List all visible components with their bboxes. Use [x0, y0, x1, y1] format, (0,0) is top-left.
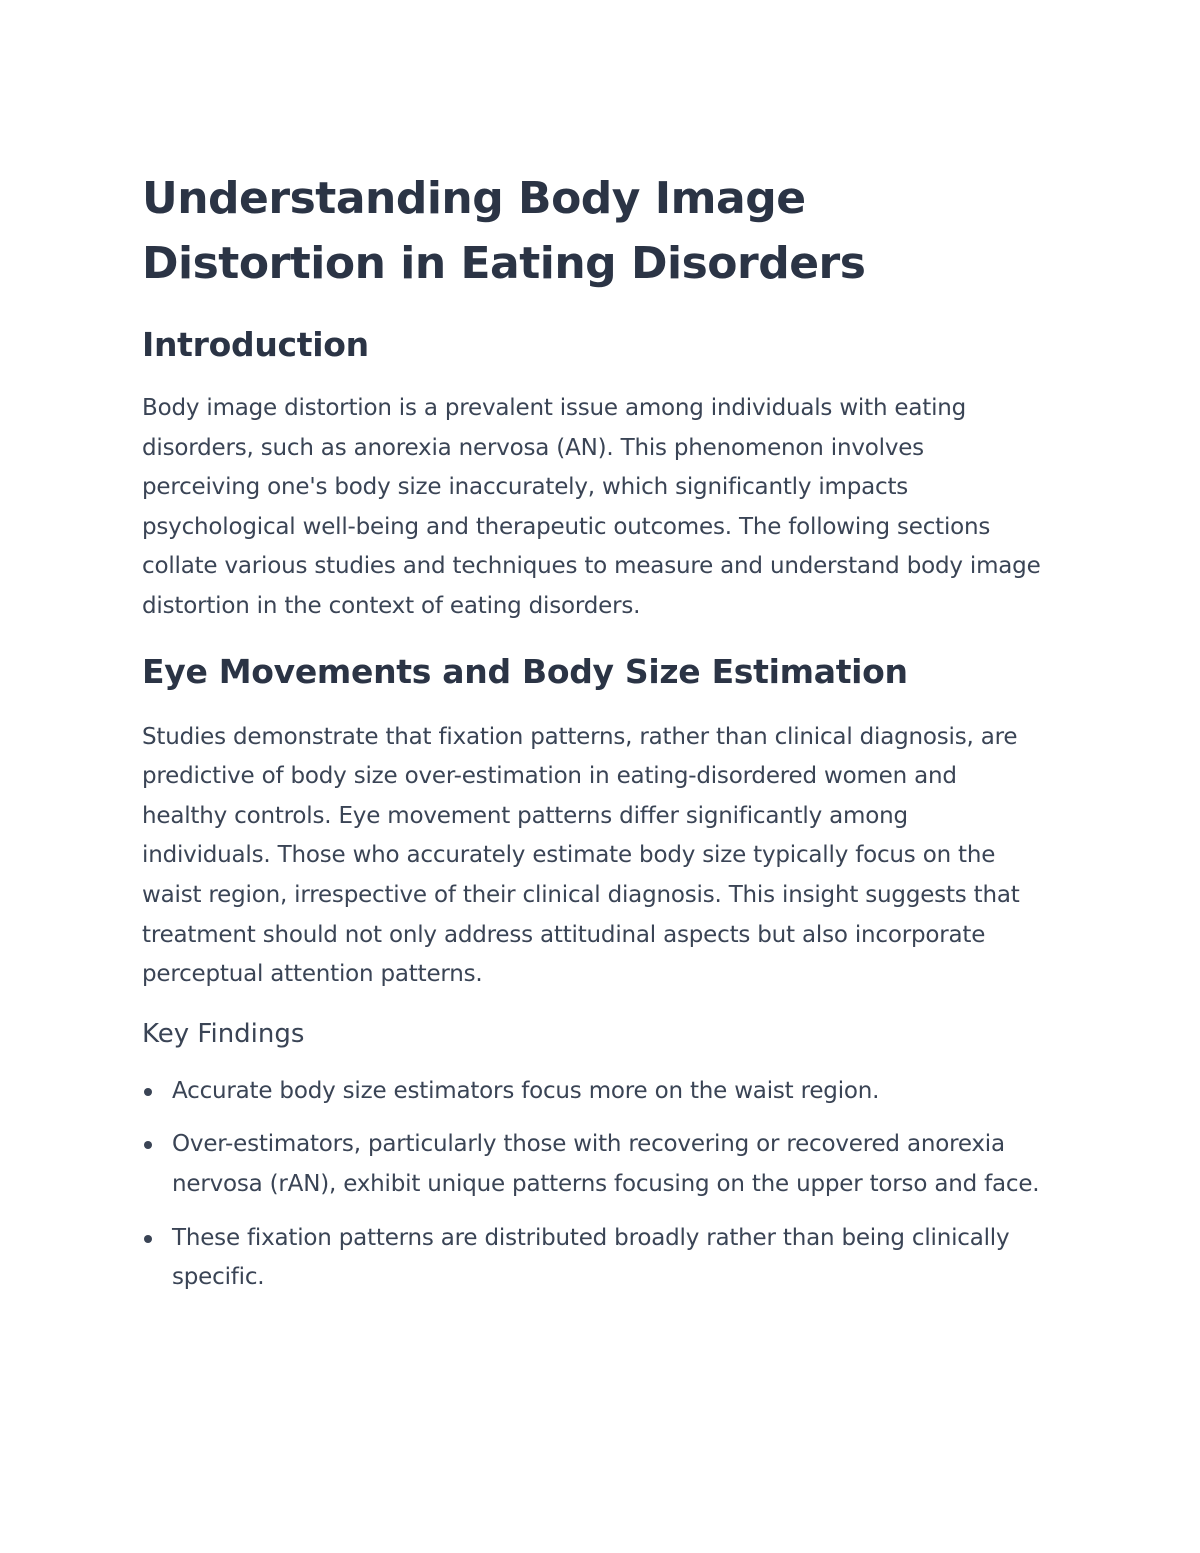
list-item [142, 1219, 1042, 1298]
document-title: Understanding Body Image Distortion in Eating Disorders [142, 173, 866, 289]
list-item [142, 1072, 1042, 1112]
introduction-paragraph: Body image distortion is a prevalent issue among individuals with eating disorders, such as anorexia nervosa (AN). This phenomenon involves perceiving one's body size inaccurately, which significantly impacts psychological well-being and therapeutic outcomes. The following sections collate various studies and techniques to measure and understand body image distortion in the context of eating disorders. [142, 395, 1041, 619]
list-item [142, 1125, 1042, 1204]
section-heading-introduction: Introduction [142, 325, 369, 364]
eye-movements-paragraph: Studies demonstrate that fixation patterns, rather than clinical diagnosis, are predictive of body size over-estimation in eating-disordered women and healthy controls. Eye movement patterns differ significantly among individuals. Those who accurately estimate body size typically focus on the waist region, irrespective of their clinical diagnosis. This insight suggests that treatment should not only address attitudinal aspects but also incorporate perceptual attention patterns. [142, 723, 1020, 988]
finding-text: Accurate body size estimators focus more on the waist region. [172, 1077, 880, 1104]
key-findings-heading: Key Findings [142, 1018, 305, 1049]
document-page [142, 166, 1042, 1312]
bullet-icon [144, 1235, 152, 1243]
finding-text: These fixation patterns are distributed broadly rather than being clinically specific. [172, 1224, 1010, 1291]
section-heading-eye-movements: Eye Movements and Body Size Estimation [142, 651, 908, 691]
finding-text: Over-estimators, particularly those with recovering or recovered anorexia nervosa (rAN), exhibit unique patterns focusing on the upper torso and face. [172, 1131, 1040, 1197]
key-findings-list [142, 1072, 1042, 1298]
bullet-icon [144, 1088, 152, 1096]
bullet-icon [144, 1141, 152, 1149]
